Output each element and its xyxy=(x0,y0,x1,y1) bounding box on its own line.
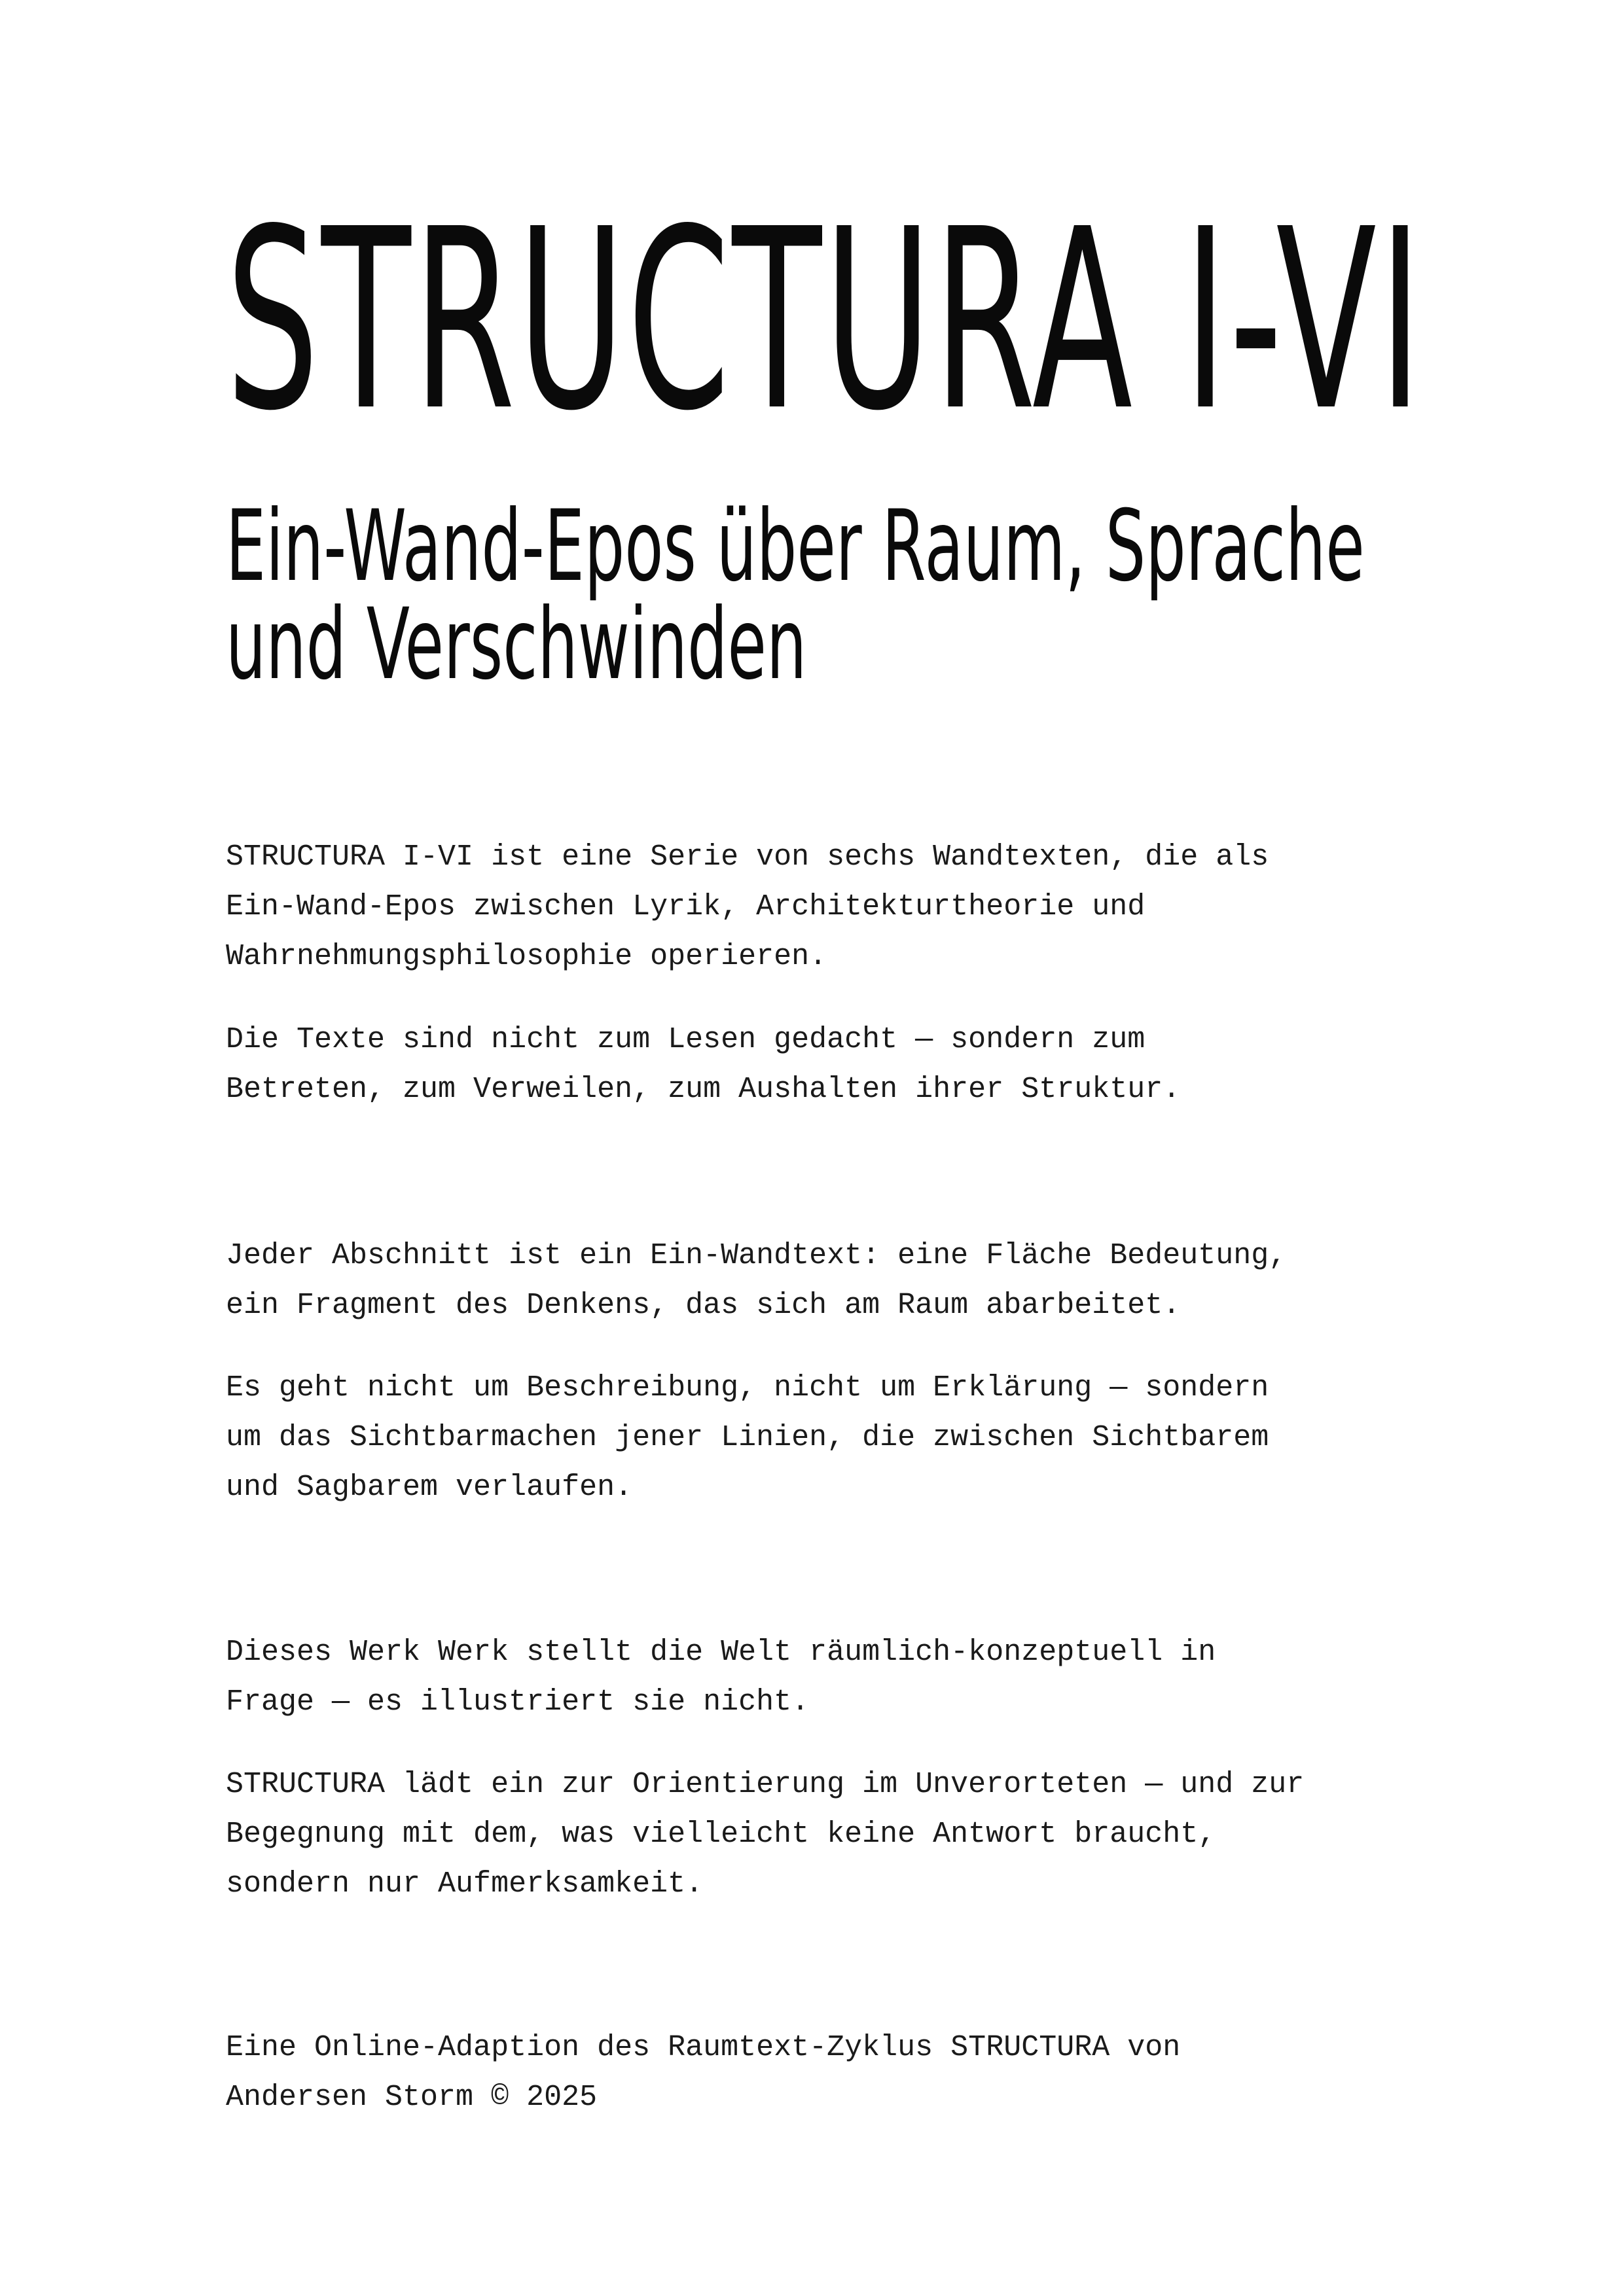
credit-paragraph: Eine Online-Adaption des Raumtext-Zyklus STRUCTURA von Andersen Storm © 2025 xyxy=(226,2031,1181,2114)
page-subtitle xyxy=(226,490,1365,702)
aim-paragraph: Es geht nicht um Beschreibung, nicht um Erklärung — sondern um das Sichtbarmachen jener Linien, die zwischen Sichtbarem und Sagbarem verlaufen. xyxy=(226,1371,1269,1504)
subtitle-line-2: und Verschwinden xyxy=(226,588,807,702)
question-paragraph: Dieses Werk Werk stellt die Welt räumlich-konzeptuell in Frage — es illustriert sie nicht. xyxy=(226,1636,1216,1719)
intro-paragraph: STRUCTURA I-VI ist eine Serie von sechs Wandtexten, die als Ein-Wand-Epos zwischen Lyrik, Architekturtheorie und Wahrnehmungsphilosophie operieren. xyxy=(226,840,1269,973)
subtitle-line-1: Ein-Wand-Epos über Raum, Sprache xyxy=(226,490,1365,603)
section-paragraph: Jeder Abschnitt ist ein Ein-Wandtext: eine Fläche Bedeutung, ein Fragment des Denkens, das sich am Raum abarbeitet. xyxy=(226,1239,1287,1322)
page-title: STRUCTURA I-VI xyxy=(226,175,1425,465)
purpose-paragraph: Die Texte sind nicht zum Lesen gedacht — sondern zum Betreten, zum Verweilen, zum Aushalten ihrer Struktur. xyxy=(226,1023,1181,1106)
invitation-paragraph: STRUCTURA lädt ein zur Orientierung im Unverorteten — und zur Begegnung mit dem, was vielleicht keine Antwort braucht, sondern nur Aufmerksamkeit. xyxy=(226,1768,1305,1901)
